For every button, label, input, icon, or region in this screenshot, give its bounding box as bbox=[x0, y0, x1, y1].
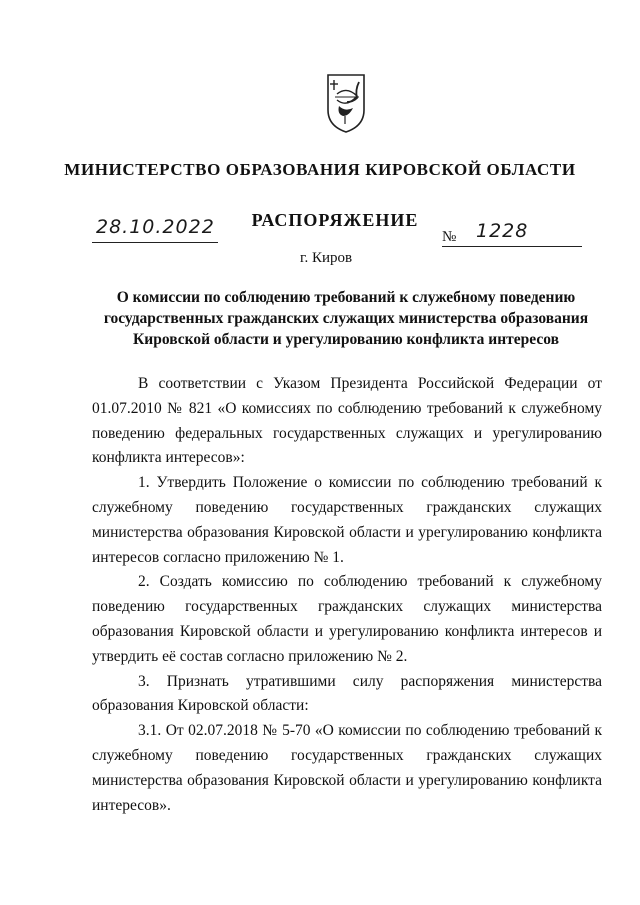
handwritten-date: 28.10.2022 bbox=[96, 216, 215, 238]
ministry-title: МИНИСТЕРСТВО ОБРАЗОВАНИЯ КИРОВСКОЙ ОБЛАСТИ bbox=[64, 160, 576, 179]
document-body bbox=[92, 372, 602, 818]
handwritten-number: 1228 bbox=[476, 220, 529, 242]
document-type: РАСПОРЯЖЕНИЕ bbox=[251, 210, 419, 230]
paragraph-preamble: В соответствии с Указом Президента Российской Федерации от 01.07.2010 № 821 «О комиссиях по соблюдению требований к служебному поведению федеральных государственных служащих и урегулированию конфликта интересов»: bbox=[92, 375, 602, 467]
subject-title: О комиссии по соблюдению требований к служебному поведению государственных гражданских служащих министерства образования Кировской области и урегулированию конфликта интересов bbox=[103, 289, 589, 348]
kirov-coat-of-arms-icon bbox=[325, 72, 367, 134]
paragraph-item-1: 1. Утвердить Положение о комиссии по соблюдению требований к служебному поведению государственных гражданских служащих министерства образования Кировской области и урегулированию конфликта интересов согласно приложению № 1. bbox=[92, 474, 602, 566]
date-line bbox=[92, 218, 218, 243]
paragraph-item-3-1: 3.1. От 02.07.2018 № 5-70 «О комиссии по соблюдению требований к служебному поведению государственных гражданских служащих министерства образования Кировской области и урегулированию конфликта интересов». bbox=[92, 722, 602, 814]
paragraph-item-3: 3. Признать утратившими силу распоряжения министерства образования Кировской области: bbox=[92, 672, 602, 715]
city: г. Киров bbox=[300, 250, 353, 266]
number-line bbox=[442, 220, 582, 247]
paragraph-item-2: 2. Создать комиссию по соблюдению требований к служебному поведению государственных гражданских служащих министерства образования Кировской области и урегулированию конфликта интересов и утвердить её состав согласно приложению № 2. bbox=[92, 573, 602, 665]
number-label: № bbox=[442, 229, 457, 245]
